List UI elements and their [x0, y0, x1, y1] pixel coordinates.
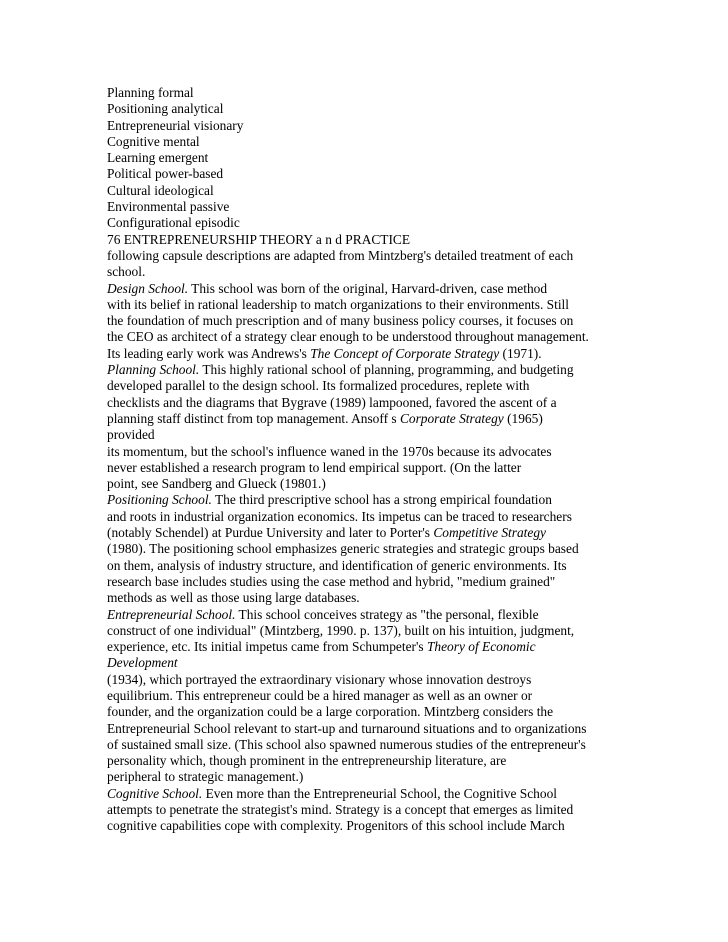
italic-text-run: Competitive Strategy	[433, 525, 546, 541]
text-line	[107, 118, 707, 134]
text-line	[107, 655, 707, 671]
text-run: and roots in industrial organization economics. Its impetus can be traced to researchers	[107, 508, 572, 524]
text-line	[107, 590, 707, 606]
text-line	[107, 297, 707, 313]
text-run: This highly rational school of planning, programming, and budgeting	[199, 362, 574, 378]
text-line	[107, 150, 707, 166]
italic-text-run: The Concept of Corporate Strategy	[310, 345, 500, 361]
text-line	[107, 623, 707, 639]
text-run: experience, etc. Its initial impetus came from Schumpeter's	[107, 639, 427, 655]
text-run: Entrepreneurial visionary	[107, 117, 244, 133]
text-line	[107, 378, 707, 394]
text-line	[107, 101, 707, 117]
text-run: (1971).	[499, 345, 542, 361]
text-run: with its belief in rational leadership to match organizations to their environments. Still	[107, 296, 570, 312]
text-line	[107, 476, 707, 492]
text-line	[107, 134, 707, 150]
italic-text-run: Cognitive School.	[107, 785, 203, 801]
italic-text-run: Theory of Economic	[426, 639, 536, 655]
text-run: (1934), which portrayed the extraordinary visionary whose innovation destroys	[107, 671, 532, 687]
italic-text-run: Corporate Strategy	[399, 410, 504, 426]
text-line	[107, 183, 707, 199]
text-line	[107, 215, 707, 231]
text-line	[107, 574, 707, 590]
text-line	[107, 492, 707, 508]
text-line	[107, 411, 707, 427]
text-line	[107, 672, 707, 688]
text-run: (1980). The positioning school emphasizes generic strategies and strategic groups based	[107, 541, 579, 557]
text-line	[107, 395, 707, 411]
text-line	[107, 313, 707, 329]
text-line	[107, 509, 707, 525]
text-line	[107, 704, 707, 720]
text-line	[107, 607, 707, 623]
text-line	[107, 264, 707, 280]
text-run: checklists and the diagrams that Bygrave (1989) lampooned, favored the ascent of a	[107, 394, 557, 410]
text-run: Cognitive mental	[107, 133, 200, 149]
italic-text-run: Positioning School.	[107, 492, 212, 508]
text-run: school.	[107, 264, 146, 280]
text-run: point, see Sandberg and Glueck (19801.)	[107, 476, 326, 492]
italic-text-run: Entrepreneurial School.	[107, 606, 236, 622]
text-run: Entrepreneurial School relevant to start-up and turnaround situations and to organizations	[107, 720, 587, 736]
italic-text-run: Design School.	[107, 280, 189, 296]
text-run: following capsule descriptions are adapted from Mintzberg's detailed treatment of each	[107, 247, 574, 263]
text-run: Political power-based	[107, 166, 224, 182]
text-line	[107, 85, 707, 101]
text-run: Planning formal	[107, 85, 194, 100]
text-run: Cultural ideological	[107, 182, 214, 198]
text-line	[107, 329, 707, 345]
text-run: 76 ENTREPRENEURSHIP THEORY a n d PRACTICE	[107, 231, 411, 247]
text-line	[107, 802, 707, 818]
text-run: equilibrium. This entrepreneur could be a hired manager as well as an owner or	[107, 687, 533, 703]
text-run: Learning emergent	[107, 150, 209, 166]
text-line	[107, 721, 707, 737]
italic-text-run: Development	[107, 655, 178, 671]
text-run: the CEO as architect of a strategy clear enough to be understood throughout management.	[107, 329, 589, 345]
text-run: cognitive capabilities cope with complexity. Progenitors of this school include March	[107, 818, 565, 834]
text-run: provided	[107, 427, 155, 443]
text-run: Positioning analytical	[107, 101, 224, 117]
text-line	[107, 525, 707, 541]
text-run: planning staff distinct from top management. Ansoff s	[107, 410, 400, 426]
text-line	[107, 541, 707, 557]
text-run: methods as well as those using large databases.	[107, 590, 360, 606]
italic-text-run: Planning School.	[107, 362, 200, 378]
text-run: Configurational episodic	[107, 215, 240, 231]
text-line	[107, 427, 707, 443]
text-run: Even more than the Entrepreneurial School, the Cognitive School	[202, 785, 557, 801]
text-run: research base includes studies using the case method and hybrid, "medium grained"	[107, 573, 556, 589]
text-run: its momentum, but the school's influence waned in the 1970s because its advocates	[107, 443, 552, 459]
text-run: developed parallel to the design school. Its formalized procedures, replete with	[107, 378, 530, 394]
text-run: This school was born of the original, Harvard-driven, case method	[188, 280, 548, 296]
text-line	[107, 281, 707, 297]
text-run: The third prescriptive school has a strong empirical foundation	[211, 492, 552, 508]
text-run: (1965)	[503, 410, 543, 426]
text-run: construct of one individual" (Mintzberg, 1990. p. 137), built on his intuition, judgment,	[107, 622, 575, 638]
text-line	[107, 232, 707, 248]
document-page	[107, 85, 707, 835]
text-line	[107, 444, 707, 460]
text-line	[107, 688, 707, 704]
text-line	[107, 362, 707, 378]
text-run: never established a research program to lend empirical support. (On the latter	[107, 459, 522, 475]
text-run: on them, analysis of industry structure, and identification of generic environments. Its	[107, 557, 567, 573]
text-run: the foundation of much prescription and of many business policy courses, it focuses on	[107, 313, 574, 329]
text-line	[107, 199, 707, 215]
text-run: founder, and the organization could be a large corporation. Mintzberg considers the	[107, 704, 554, 720]
text-line	[107, 558, 707, 574]
text-line	[107, 769, 707, 785]
text-run: attempts to penetrate the strategist's mind. Strategy is a concept that emerges as limited	[107, 802, 574, 818]
text-run: of sustained small size. (This school also spawned numerous studies of the entrepreneur's	[107, 736, 586, 752]
text-run: This school conceives strategy as "the personal, flexible	[235, 606, 539, 622]
text-run: Environmental passive	[107, 199, 230, 215]
text-line	[107, 737, 707, 753]
text-line	[107, 460, 707, 476]
text-line	[107, 818, 707, 834]
text-line	[107, 346, 707, 362]
text-line	[107, 166, 707, 182]
text-line	[107, 639, 707, 655]
text-run: Its leading early work was Andrews's	[107, 345, 311, 361]
text-run: peripheral to strategic management.)	[107, 769, 304, 785]
text-line	[107, 786, 707, 802]
text-run: (notably Schendel) at Purdue University and later to Porter's	[107, 525, 434, 541]
text-run: personality which, though prominent in the entrepreneurship literature, are	[107, 753, 507, 769]
text-line	[107, 753, 707, 769]
text-line	[107, 248, 707, 264]
